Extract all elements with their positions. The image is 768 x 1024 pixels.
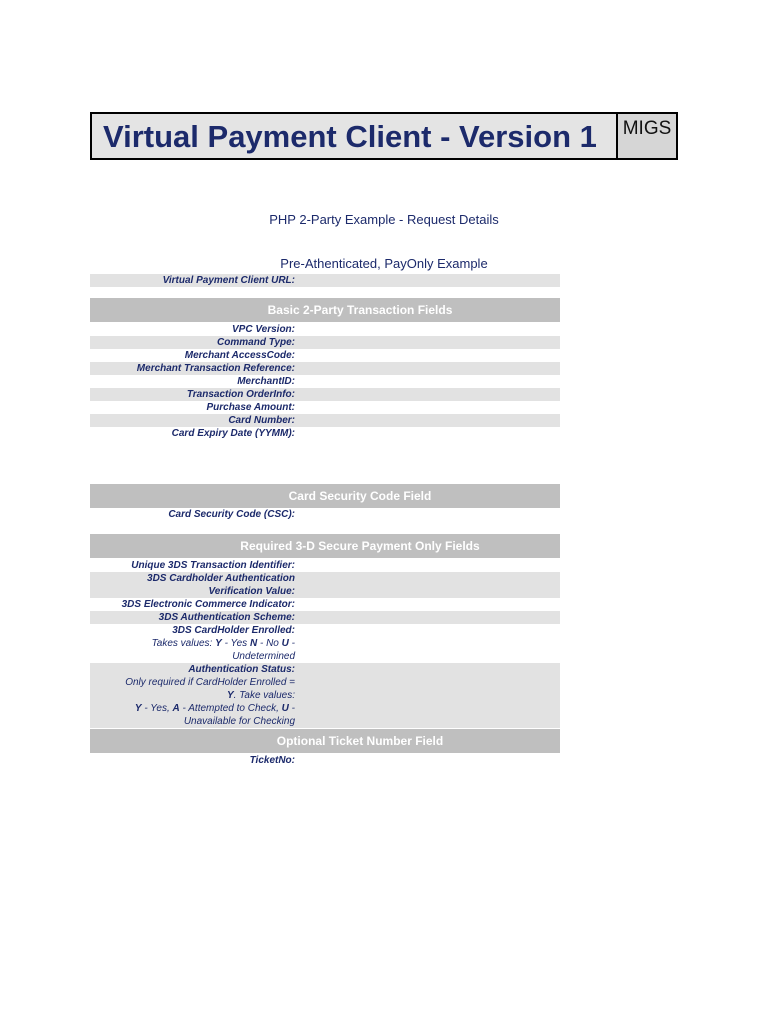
csc-field[interactable] — [295, 508, 560, 521]
threeds-section — [90, 534, 560, 728]
field-label: VPC Version: — [232, 324, 295, 335]
section-header-ticket: Optional Ticket Number Field — [90, 729, 560, 753]
field-note: Y - Yes, A - Attempted to Check, U - — [134, 703, 295, 714]
field-label — [90, 624, 295, 663]
field-label — [90, 572, 295, 598]
page-subtitle-2: Pre-Athenticated, PayOnly Example — [280, 256, 488, 271]
form-row — [90, 611, 560, 624]
form-row — [90, 663, 560, 728]
section-header-csc: Card Security Code Field — [90, 484, 560, 508]
field-label-line: Verification Value: — [208, 586, 295, 597]
access-code-field[interactable] — [295, 349, 560, 362]
form-row — [90, 401, 560, 414]
field-label-line: 3DS CardHolder Enrolled: — [172, 625, 295, 636]
form-row — [90, 414, 560, 427]
field-note: Takes values: Y - Yes N - No U - — [151, 638, 295, 649]
cavv-field[interactable] — [295, 572, 560, 598]
form-row — [90, 598, 560, 611]
field-label: Transaction OrderInfo: — [186, 389, 295, 400]
card-expiry-field[interactable] — [295, 427, 560, 440]
purchase-amount-field[interactable] — [295, 401, 560, 414]
field-label: Card Security Code (CSC): — [168, 509, 295, 520]
url-row — [90, 274, 560, 287]
ticket-no-field[interactable] — [295, 754, 560, 767]
field-label: Card Number: — [228, 415, 295, 426]
command-type-field[interactable] — [295, 336, 560, 349]
section-header-3ds: Required 3-D Secure Payment Only Fields — [90, 534, 560, 558]
field-label: Command Type: — [217, 337, 295, 348]
field-note: Only required if CardHolder Enrolled = — [125, 677, 295, 688]
field-label: Merchant Transaction Reference: — [136, 363, 295, 374]
form-row — [90, 508, 560, 521]
ticket-section — [90, 729, 560, 767]
merchant-ref-field[interactable] — [295, 362, 560, 375]
field-label-line: Authentication Status: — [188, 664, 295, 675]
enrolled-field[interactable] — [295, 624, 560, 663]
field-note: Y. Take values: — [226, 690, 295, 701]
url-field[interactable] — [295, 274, 560, 287]
form-row — [90, 754, 560, 767]
field-label: Purchase Amount: — [206, 402, 295, 413]
form-row — [90, 624, 560, 663]
field-label: Card Expiry Date (YYMM): — [171, 428, 295, 439]
field-label-line: 3DS Cardholder Authentication — [147, 573, 295, 584]
field-label: TicketNo: — [249, 755, 295, 766]
form-row — [90, 572, 560, 598]
field-label: 3DS Authentication Scheme: — [158, 612, 295, 623]
field-label: 3DS Electronic Commerce Indicator: — [121, 599, 295, 610]
order-info-field[interactable] — [295, 388, 560, 401]
merchant-id-field[interactable] — [295, 375, 560, 388]
form-row — [90, 375, 560, 388]
form-row — [90, 349, 560, 362]
page-header — [90, 112, 678, 160]
field-label: Unique 3DS Transaction Identifier: — [131, 560, 295, 571]
url-form — [90, 274, 560, 287]
card-number-field[interactable] — [295, 414, 560, 427]
form-row — [90, 427, 560, 440]
form-row — [90, 323, 560, 336]
field-label: Merchant AccessCode: — [184, 350, 295, 361]
csc-section — [90, 484, 560, 521]
page-title: Virtual Payment Client - Version 1 — [103, 119, 597, 154]
section-header-basic: Basic 2-Party Transaction Fields — [90, 298, 560, 322]
field-label: MerchantID: — [237, 376, 295, 387]
field-note: Unavailable for Checking — [183, 716, 295, 727]
form-row — [90, 362, 560, 375]
field-note: Undetermined — [232, 651, 295, 662]
auth-status-field[interactable] — [295, 663, 560, 728]
vpc-version-field[interactable] — [295, 323, 560, 336]
form-row — [90, 388, 560, 401]
xid-field[interactable] — [295, 559, 560, 572]
basic-section — [90, 298, 560, 440]
form-row — [90, 336, 560, 349]
form-row — [90, 559, 560, 572]
migs-badge: MIGS — [616, 114, 676, 158]
eci-field[interactable] — [295, 598, 560, 611]
field-label — [90, 663, 295, 728]
url-label: Virtual Payment Client URL: — [162, 275, 295, 286]
page-subtitle: PHP 2-Party Example - Request Details — [269, 212, 499, 227]
auth-scheme-field[interactable] — [295, 611, 560, 624]
